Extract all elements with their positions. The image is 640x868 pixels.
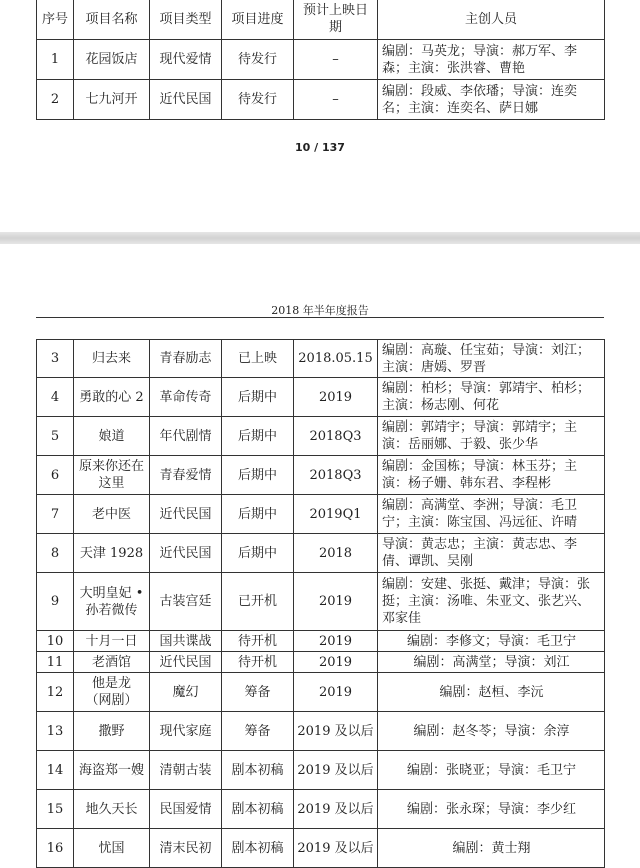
cell-no: 15 [37,790,74,829]
table-row [37,790,605,829]
cell-type: 魔幻 [150,673,222,712]
cell-no: 12 [37,673,74,712]
cell-type: 古装宫廷 [150,573,222,631]
cell-type: 清末民初 [150,829,222,868]
header-name: 项目名称 [74,0,150,40]
cell-date: 2018 [294,534,378,573]
cell-progress: 待开机 [222,631,294,652]
cell-creators: 编剧：张晓亚；导演：毛卫宁 [378,751,605,790]
cell-name: 他是龙 （网剧） [74,673,150,712]
cell-date: 2019 及以后 [294,751,378,790]
table-row [37,751,605,790]
cell-date: 2018.05.15 [294,340,378,378]
cell-name: 撒野 [74,712,150,751]
cell-progress: 已开机 [222,573,294,631]
cell-name: 大明皇妃 • 孙若微传 [74,573,150,631]
cell-type: 青春励志 [150,340,222,378]
cell-progress: 待发行 [222,40,294,80]
cell-name: 老中医 [74,495,150,534]
cell-name: 娘道 [74,417,150,456]
cell-creators: 导演：黄志忠；主演：黄志忠、李倩、谭凯、吴刚 [378,534,605,573]
cell-creators: 编剧：高璇、任宝茹；导演：刘江；主演：唐嫣、罗晋 [378,340,605,378]
cell-date: 2019 [294,673,378,712]
cell-name: 地久天长 [74,790,150,829]
header-rule [36,317,604,318]
table-row [37,456,605,495]
header-no: 序号 [37,0,74,40]
cell-no: 2 [37,80,74,120]
cell-creators: 编剧：柏杉；导演：郭靖宇、柏杉；主演：杨志刚、何花 [378,378,605,417]
table-row [37,573,605,631]
cell-name: 天津 1928 [74,534,150,573]
table-row [37,80,605,120]
cell-no: 7 [37,495,74,534]
report-header: 2018 年半年度报告 [271,304,369,317]
cell-no: 16 [37,829,74,868]
table-row [37,417,605,456]
cell-date: 2019 [294,631,378,652]
table-row [37,40,605,80]
cell-type: 国共谍战 [150,631,222,652]
header-type: 项目类型 [150,0,222,40]
cell-date: – [294,40,378,80]
table-header-row [37,0,605,40]
cell-name: 归去来 [74,340,150,378]
cell-no: 5 [37,417,74,456]
cell-date: 2018Q3 [294,417,378,456]
cell-progress: 已上映 [222,340,294,378]
table-row [37,534,605,573]
header-date: 预计上映日期 [294,0,378,40]
page-10 [0,0,640,232]
cell-date: 2019 [294,378,378,417]
cell-creators: 编剧：李修文；导演：毛卫宁 [378,631,605,652]
cell-progress: 剧本初稿 [222,790,294,829]
cell-name: 十月一日 [74,631,150,652]
cell-type: 近代民国 [150,534,222,573]
cell-type: 近代民国 [150,652,222,673]
cell-progress: 后期中 [222,495,294,534]
cell-type: 现代爱情 [150,40,222,80]
cell-no: 13 [37,712,74,751]
cell-date: 2019 及以后 [294,790,378,829]
table-row [37,829,605,868]
cell-progress: 后期中 [222,378,294,417]
cell-creators: 编剧：赵冬苓；导演：余淳 [378,712,605,751]
cell-date: 2018Q3 [294,456,378,495]
cell-creators: 编剧：张永琛；导演：李少红 [378,790,605,829]
cell-date: 2019 及以后 [294,712,378,751]
table-row [37,631,605,652]
table-row [37,340,605,378]
cell-no: 14 [37,751,74,790]
cell-creators: 编剧：段威、李依璠；导演：连奕名；主演：连奕名、萨日娜 [378,80,605,120]
cell-creators: 编剧：郭靖宇；导演：郭靖宇；主演：岳丽娜、于毅、张少华 [378,417,605,456]
cell-type: 清朝古装 [150,751,222,790]
cell-no: 11 [37,652,74,673]
cell-creators: 编剧：高满堂、李洲；导演：毛卫宁；主演：陈宝国、冯远征、许晴 [378,495,605,534]
table-row [37,495,605,534]
cell-type: 近代民国 [150,80,222,120]
cell-no: 8 [37,534,74,573]
header-progress: 项目进度 [222,0,294,40]
cell-name: 忧国 [74,829,150,868]
cell-name: 花园饭店 [74,40,150,80]
header-creators: 主创人员 [378,0,605,40]
cell-type: 革命传奇 [150,378,222,417]
cell-creators: 编剧：安建、张挺、戴津；导演：张挺；主演：汤唯、朱亚文、张艺兴、邓家佳 [378,573,605,631]
cell-no: 6 [37,456,74,495]
projects-table-bottom [36,339,605,868]
cell-progress: 筹备 [222,673,294,712]
cell-progress: 后期中 [222,456,294,495]
cell-progress: 待开机 [222,652,294,673]
cell-date: 2019 及以后 [294,829,378,868]
cell-no: 1 [37,40,74,80]
page-11 [0,244,640,865]
cell-no: 10 [37,631,74,652]
table-row [37,652,605,673]
cell-date: 2019 [294,573,378,631]
cell-creators: 编剧：金国栋；导演：林玉芬；主演：杨子姗、韩东君、李程彬 [378,456,605,495]
cell-type: 近代民国 [150,495,222,534]
cell-date: 2019 [294,652,378,673]
cell-type: 民国爱情 [150,790,222,829]
cell-progress: 后期中 [222,534,294,573]
cell-no: 3 [37,340,74,378]
cell-no: 4 [37,378,74,417]
cell-type: 现代家庭 [150,712,222,751]
table-row [37,712,605,751]
table-row [37,378,605,417]
cell-progress: 待发行 [222,80,294,120]
page-separator [0,232,640,244]
cell-creators: 编剧：黄士翔 [378,829,605,868]
cell-name: 七九河开 [74,80,150,120]
projects-table-top [36,0,605,120]
cell-progress: 剧本初稿 [222,829,294,868]
cell-progress: 剧本初稿 [222,751,294,790]
cell-creators: 编剧：赵桓、李沅 [378,673,605,712]
cell-no: 9 [37,573,74,631]
cell-date: 2019Q1 [294,495,378,534]
cell-name: 海盗郑一嫂 [74,751,150,790]
table-row [37,673,605,712]
cell-name: 原来你还在这里 [74,456,150,495]
cell-progress: 筹备 [222,712,294,751]
cell-creators: 编剧：马英龙；导演：郝万军、李森；主演：张洪睿、曹艳 [378,40,605,80]
cell-name: 勇敢的心 2 [74,378,150,417]
cell-date: – [294,80,378,120]
page-number: 10 / 137 [295,141,345,154]
cell-progress: 后期中 [222,417,294,456]
cell-name: 老酒馆 [74,652,150,673]
cell-type: 青春爱情 [150,456,222,495]
cell-type: 年代剧情 [150,417,222,456]
cell-creators: 编剧：高满堂；导演：刘江 [378,652,605,673]
